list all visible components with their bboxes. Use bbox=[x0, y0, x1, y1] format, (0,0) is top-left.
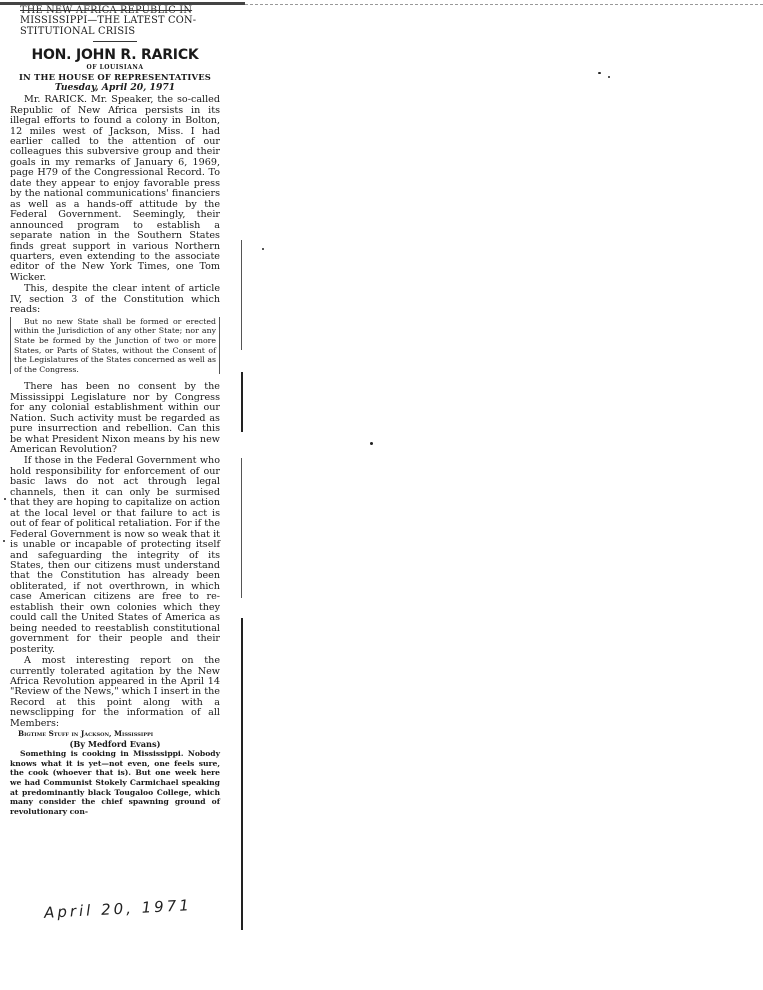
scan-speck bbox=[370, 442, 373, 445]
clipping-byline: (By Medford Evans) bbox=[69, 739, 161, 750]
paragraph-1: Mr. RARICK. Mr. Speaker, the so-called Republic of New Africa persists in its illegal efforts to found a colony in Bolton, 12 miles west of Jackson, Miss. I had earlier called to the attention of our colleagues this subversive group and their goals in my remarks of January 6, 1969, page H79 of the Congressional Record. To date they appear to enjoy favorable press by the national communications' financiers as well as a hands-off attitude by the Federal Government. Seemingly, their announced program to establish a separate nation in the Southern States finds great support in various Northern quarters, even extending to the associate editor of the New York Times, one Tom Wicker. bbox=[10, 94, 220, 283]
clipping-text: Something is cooking in Mississippi. Nobody knows what it is yet—not even, one feels sure, the cook (whoever that is). But one week here we had Communist Stokely Carmichael speaking at predominantly black Tougaloo College, which many consider the chief spawning ground of revolutionary con- bbox=[10, 749, 220, 816]
scan-speck bbox=[598, 72, 601, 74]
constitution-quote: But no new State shall be formed or erected within the Jurisdiction of any other State; nor any State be formed by the Junction of two or more States, or Parts of States, without the Consent of the Legislatures of the States concerned as well as of the Congress. bbox=[10, 317, 220, 375]
heading-line-1: THE NEW AFRICA REPUBLIC IN bbox=[20, 5, 193, 16]
speaker-state: OF LOUISIANA bbox=[86, 64, 144, 72]
top-dashed-rule bbox=[245, 4, 763, 5]
article-heading bbox=[20, 6, 220, 37]
paragraph-3: There has been no consent by the Mississippi Legislature nor by Congress for any colonial establishment within our Nation. Such activity must be regarded as pure insurrection and rebellion. Can this be what President Nixon means by his new American Revolution? bbox=[10, 381, 220, 456]
scan-line bbox=[241, 372, 243, 432]
paragraph-5: A most interesting report on the currently tolerated agitation by the New Africa Revolution appeared in the April 14 "Review of the News," which I insert in the Record at this point along with a newsclipping for the information of all Members: bbox=[10, 655, 220, 729]
clipping-title: Bigtime Stuff in Jackson, Mississippi bbox=[18, 729, 154, 739]
scan-speck bbox=[262, 248, 264, 250]
heading-line-3: STITUTIONAL CRISIS bbox=[20, 25, 136, 37]
heading-divider bbox=[93, 41, 137, 42]
scan-line bbox=[241, 458, 242, 598]
article-column bbox=[10, 6, 220, 816]
scan-speck bbox=[4, 498, 6, 500]
paragraph-2: This, despite the clear intent of article IV, section 3 of the Constitution which reads: bbox=[10, 283, 220, 316]
session-date: Tuesday, April 20, 1971 bbox=[54, 82, 176, 94]
handwritten-date: April 20, 1971 bbox=[43, 896, 193, 922]
chamber-label: IN THE HOUSE OF REPRESENTATIVES bbox=[18, 72, 212, 83]
heading-line-2: MISSISSIPPI—THE LATEST CON- bbox=[20, 15, 197, 27]
scan-line bbox=[241, 618, 243, 930]
scan-speck bbox=[608, 76, 610, 78]
scan-speck bbox=[3, 540, 5, 542]
speaker-name: HON. JOHN R. RARICK bbox=[31, 47, 199, 64]
paragraph-4: If those in the Federal Government who hold responsibility for enforcement of our basic laws do not act through legal channels, then it can only be surmised that they are hoping to capitalize on action at the local level or that failure to act is out of fear of political retaliation. For if the Federal Government is now so weak that it is unable or incapable of protecting itself and safeguarding the integrity of its States, then our citizens must understand that the Constitution has already been obliterated, if not overthrown, in which case American citizens are free to re-establish their own colonies which they could call the United States of America as being needed to reestablish constitutional government for their people and their posterity. bbox=[10, 455, 220, 655]
scan-line bbox=[241, 240, 242, 350]
